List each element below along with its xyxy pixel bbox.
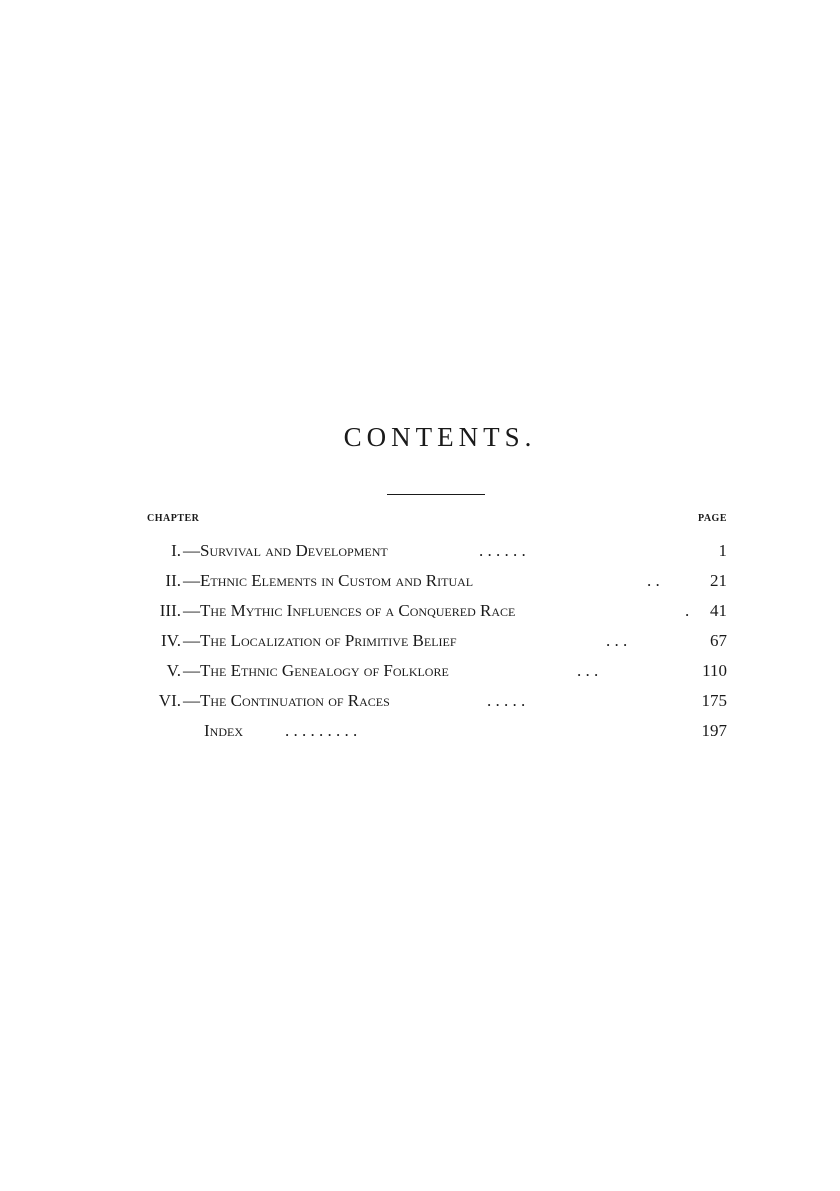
chapter-number: V.: [166, 661, 181, 680]
chapter-title: —Ethnic Elements in Custom and Ritual: [183, 571, 474, 590]
leader-dots: .: [685, 601, 690, 620]
toc-entry: [147, 540, 727, 570]
page-number: 197: [701, 721, 727, 740]
chapter-number: II.: [165, 571, 181, 590]
page-number: 110: [702, 661, 727, 680]
toc-entry: [147, 690, 727, 720]
column-header-page: PAGE: [697, 513, 727, 524]
chapter-title: —The Localization of Primitive Belief: [183, 631, 457, 650]
chapter-title: —The Mythic Influences of a Conquered Race: [183, 601, 516, 620]
page-number: 67: [710, 631, 727, 650]
chapter-number: IV.: [161, 631, 181, 650]
chapter-title: —Survival and Development: [183, 541, 388, 560]
page-number: 1: [718, 541, 727, 560]
leader-dots: . . .: [577, 661, 599, 680]
page-number: 21: [710, 571, 727, 590]
toc-entry: [147, 720, 727, 750]
toc-entry: [147, 660, 727, 690]
toc-entry: [147, 600, 727, 630]
leader-dots: . . . . . . . . .: [285, 721, 358, 740]
index-title: Index: [204, 721, 243, 740]
chapter-number: III.: [159, 601, 181, 620]
leader-dots: . . . . . .: [479, 541, 526, 560]
chapter-number: VI.: [158, 691, 181, 710]
page-number: 175: [701, 691, 727, 710]
chapter-title: —The Continuation of Races: [183, 691, 390, 710]
page-number: 41: [710, 601, 727, 620]
title-rule: [387, 494, 485, 495]
chapter-title: —The Ethnic Genealogy of Folklore: [183, 661, 449, 680]
toc-entry: [147, 570, 727, 600]
table-of-contents: [147, 540, 727, 750]
leader-dots: . .: [647, 571, 660, 590]
chapter-number: I.: [171, 541, 181, 560]
leader-dots: . . .: [606, 631, 628, 650]
leader-dots: . . . . .: [487, 691, 526, 710]
column-header-chapter: CHAPTER: [147, 513, 200, 524]
page-title: CONTENTS.: [343, 422, 537, 452]
toc-entry: [147, 630, 727, 660]
